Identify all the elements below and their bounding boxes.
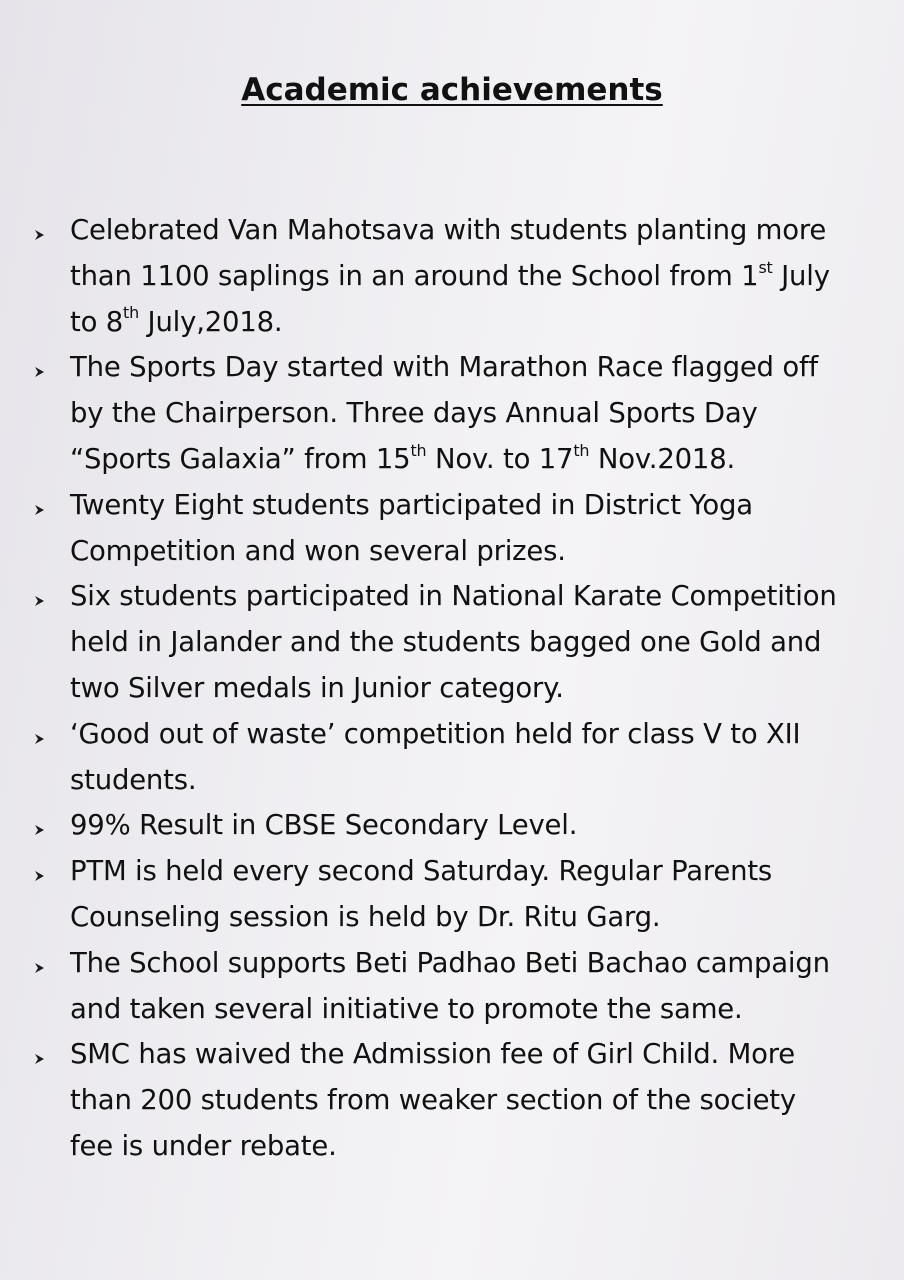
list-item: [0, 803, 904, 849]
line: students.: [70, 763, 197, 796]
line: PTM is held every second Saturday. Regular Parents: [70, 855, 773, 888]
list-item: [0, 1032, 904, 1169]
line: fee is under rebate.: [70, 1129, 337, 1162]
line: held in Jalander and the students bagged one Gold and: [70, 626, 822, 659]
line: The Sports Day started with Marathon Race flagged off: [70, 351, 818, 384]
arrowhead-bullet-icon: [34, 803, 54, 849]
superscript: st: [758, 257, 773, 277]
list-item: [0, 574, 904, 711]
list-item-text: [70, 208, 878, 345]
superscript: th: [410, 440, 427, 460]
list-item: [0, 345, 904, 482]
list-item: [0, 941, 904, 1033]
line: two Silver medals in Junior category.: [70, 671, 564, 704]
list-item: [0, 483, 904, 575]
list-item-text: [70, 574, 878, 711]
line: Six students participated in National Karate Competition: [70, 580, 837, 613]
arrowhead-bullet-icon: [34, 574, 54, 620]
line: SMC has waived the Admission fee of Girl Child. More: [70, 1038, 795, 1071]
page-title: Academic achievements: [241, 72, 663, 108]
list-item-text: [70, 941, 878, 1033]
list-item-text: [70, 1032, 878, 1169]
line: 99% Result in CBSE Secondary Level.: [70, 809, 578, 842]
list-item: [0, 712, 904, 804]
arrowhead-bullet-icon: [34, 849, 54, 895]
list-item-text: [70, 803, 878, 849]
line: Twenty Eight students participated in District Yoga: [70, 488, 753, 521]
line: “Sports Galaxia” from 15: [70, 442, 411, 475]
line: to 8: [70, 305, 124, 338]
list-item-text: [70, 712, 878, 804]
line: July: [772, 259, 830, 292]
line: Counseling session is held by Dr. Ritu Garg.: [70, 900, 661, 933]
list-item-text: [70, 483, 878, 575]
line: than 200 students from weaker section of the society: [70, 1084, 796, 1117]
arrowhead-bullet-icon: [34, 941, 54, 987]
line: Nov. to 17: [426, 442, 574, 475]
list-item: [0, 208, 904, 345]
arrowhead-bullet-icon: [34, 483, 54, 529]
line: Celebrated Van Mahotsava with students planting more: [70, 214, 827, 246]
arrowhead-bullet-icon: [34, 345, 54, 391]
list-item-text: [70, 345, 878, 482]
line: Competition and won several prizes.: [70, 534, 566, 567]
arrowhead-bullet-icon: [34, 208, 54, 254]
line: than 1100 saplings in an around the School from 1: [70, 259, 759, 292]
line: by the Chairperson. Three days Annual Sports Day: [70, 397, 758, 430]
superscript: th: [573, 440, 590, 460]
line: Nov.2018.: [589, 442, 736, 475]
superscript: th: [123, 303, 139, 323]
line: The School supports Beti Padhao Beti Bachao campaign: [70, 946, 830, 979]
line: ‘Good out of waste’ competition held for class V to XII: [70, 717, 801, 750]
arrowhead-bullet-icon: [34, 712, 54, 758]
line: and taken several initiative to promote the same.: [70, 992, 743, 1025]
list-item-text: [70, 849, 878, 941]
list-item: [0, 849, 904, 941]
achievements-list: [0, 208, 904, 1170]
arrowhead-bullet-icon: [34, 1032, 54, 1078]
line: July,2018.: [139, 305, 283, 338]
